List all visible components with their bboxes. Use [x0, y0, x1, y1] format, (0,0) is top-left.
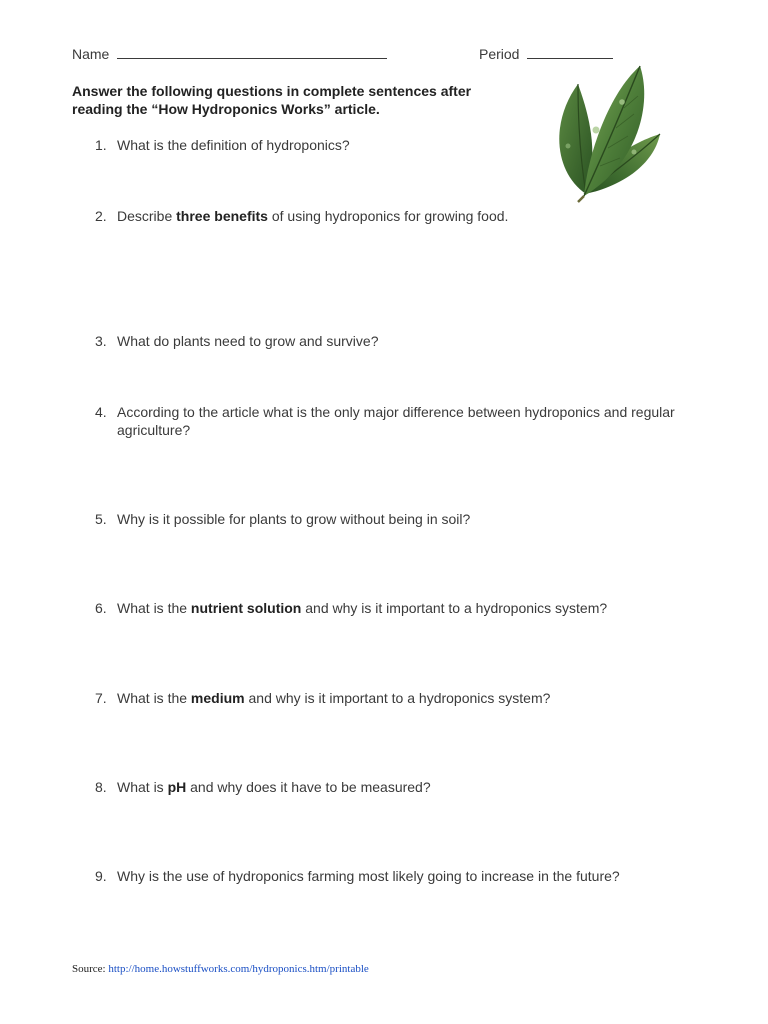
question-emphasis: pH	[167, 779, 187, 795]
question-text	[117, 689, 695, 707]
question-text	[117, 599, 695, 617]
question-text	[117, 403, 695, 439]
question-4	[95, 403, 695, 439]
name-field	[72, 46, 387, 62]
question-emphasis: medium	[190, 690, 245, 706]
source-label: Source	[72, 963, 103, 975]
question-3	[95, 332, 695, 350]
question-text-part: Describe	[117, 208, 177, 224]
question-emphasis: nutrient solution	[190, 600, 302, 616]
question-number: 7.	[95, 690, 107, 706]
question-text-part: Why is it possible for plants to grow without being in soil?	[117, 511, 471, 527]
question-text-part: and why is it important to a hydroponics system?	[301, 600, 608, 616]
question-9	[95, 867, 695, 885]
question-text-part: Why is the use of hydroponics farming most likely going to increase in the future?	[117, 868, 620, 884]
question-number: 3.	[95, 333, 107, 349]
question-text-part: What is the	[117, 690, 191, 706]
question-number: 9.	[95, 868, 107, 884]
question-text	[117, 136, 695, 154]
question-text	[117, 867, 695, 885]
question-text-part: What is the definition of hydroponics?	[117, 137, 350, 153]
question-7	[95, 689, 695, 707]
question-1	[95, 136, 695, 154]
question-text	[117, 207, 695, 225]
question-number: 2.	[95, 208, 107, 224]
leaf-icon	[548, 62, 668, 204]
question-text	[117, 778, 695, 796]
question-text-part: What is	[117, 779, 168, 795]
question-text-part: What do plants need to grow and survive?	[117, 333, 379, 349]
question-number: 5.	[95, 511, 107, 527]
question-number: 6.	[95, 600, 107, 616]
question-8	[95, 778, 695, 796]
question-text	[117, 332, 695, 350]
question-text	[117, 510, 695, 528]
question-text-part: and why is it important to a hydroponics system?	[244, 690, 551, 706]
question-text-part: According to the article what is the only major difference between hydroponics and regular agriculture?	[117, 404, 675, 438]
source-separator: :	[102, 963, 109, 975]
question-emphasis: three benefits	[176, 208, 268, 224]
source-link[interactable]: http://home.howstuffworks.com/hydroponics.htm/printable	[108, 963, 369, 975]
period-blank-line[interactable]	[527, 46, 613, 59]
question-5	[95, 510, 695, 528]
question-2	[95, 207, 695, 225]
question-number: 8.	[95, 779, 107, 795]
question-text-part: of using hydroponics for growing food.	[267, 208, 509, 224]
period-label: Period	[479, 46, 520, 62]
name-label: Name	[72, 46, 110, 62]
question-number: 1.	[95, 137, 107, 153]
question-text-part: What is the	[117, 600, 191, 616]
instructions: Answer the following questions in complete sentences after reading the “How Hydroponics Works” article.	[72, 83, 472, 117]
question-number: 4.	[95, 404, 107, 420]
question-6	[95, 599, 695, 617]
period-field	[479, 46, 613, 62]
question-text-part: and why does it have to be measured?	[186, 779, 431, 795]
name-blank-line[interactable]	[117, 46, 387, 59]
source-citation	[72, 963, 369, 975]
